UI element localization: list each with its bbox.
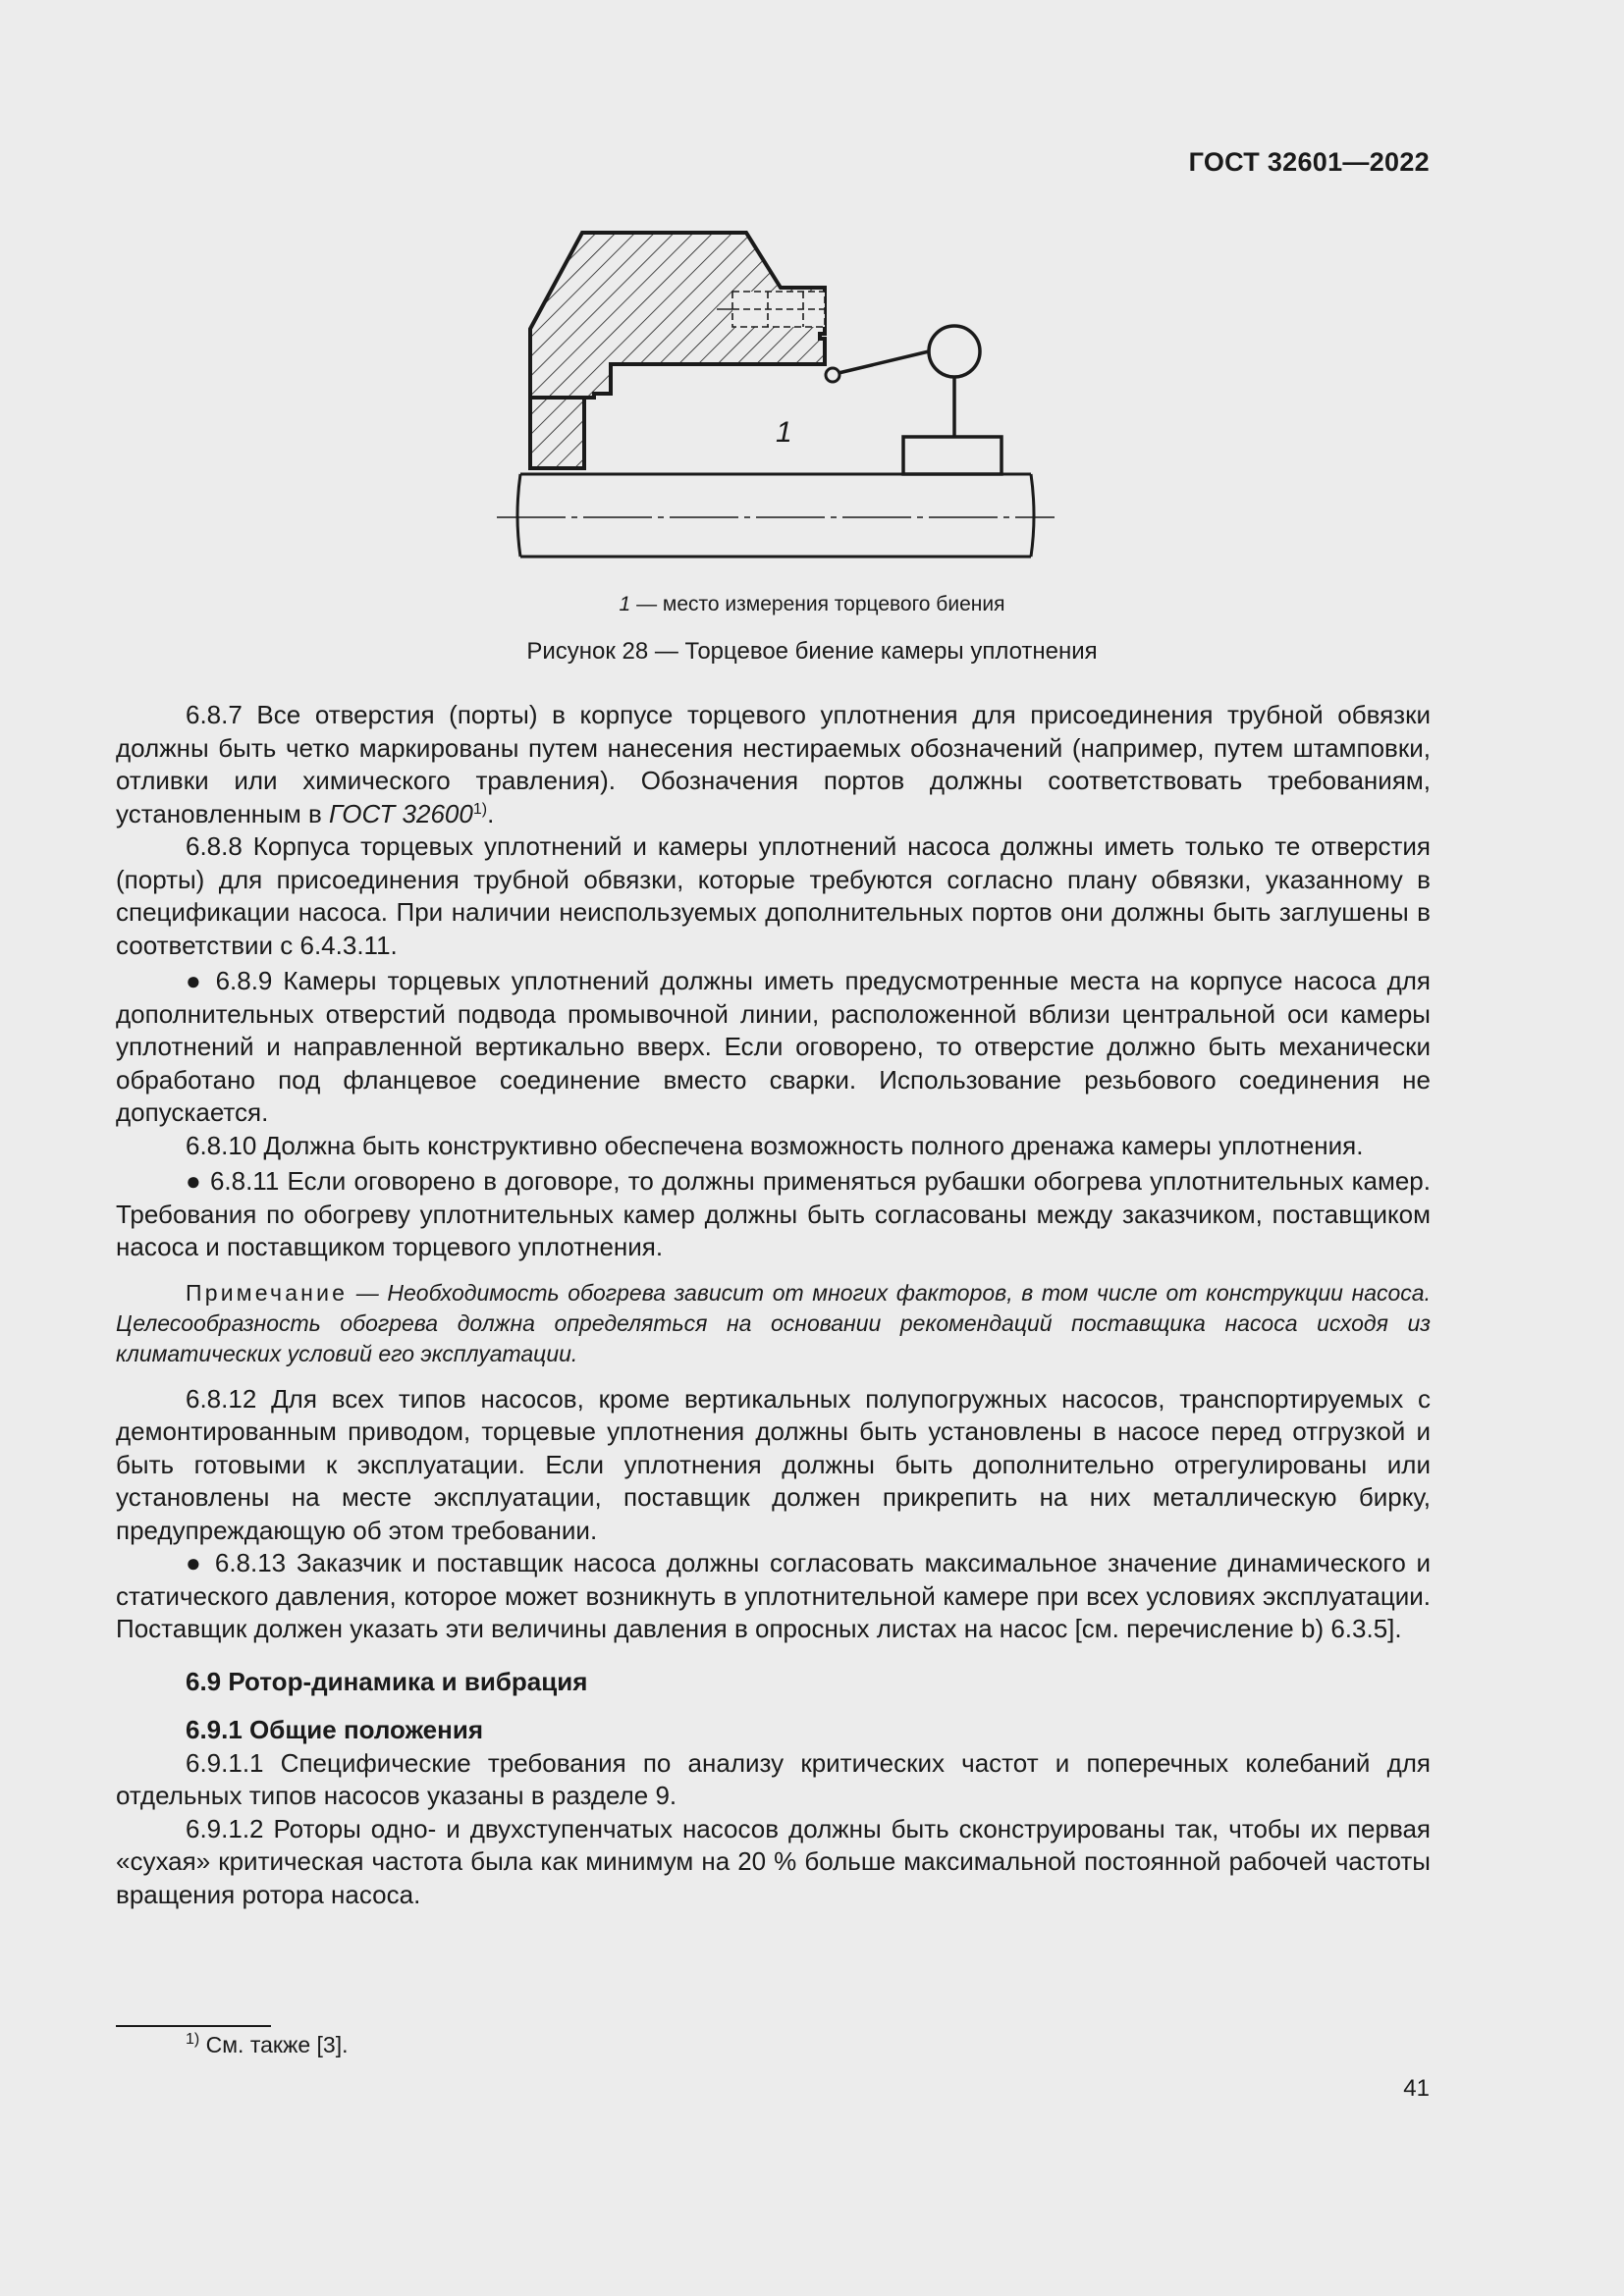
paragraph-6-8-9: ● 6.8.9 Камеры торцевых уплотнений должны иметь предусмотренные места на корпусе насоса для дополнительных отверстий подвода промывочной линии, расположенной вблизи центральной оси камеры уплотнений и направленной вертикально вверх. Если оговорено, то отверстие должно быть механически обработано под фланцевое соединение вместо сварки. Использование резьбового соединения не допускается. — [116, 966, 1431, 1127]
paragraph-6-8-12: 6.8.12 Для всех типов насосов, кроме вертикальных полупогружных насосов, транспортируемых с демонтированным приводом, торцевые уплотнения должны быть установлены в насосе перед отгрузкой и быть готовыми к эксплуатации. Если уплотнения должны быть дополнительно отрегулированы или установлены на месте эксплуатации, поставщик должен прикрепить на них металлическую бирку, предупреждающую об этом требовании. — [116, 1383, 1431, 1545]
bolt-hole — [732, 292, 825, 327]
paragraph-6-9-1-2: 6.9.1.2 Роторы одно- и двухступенчатых насосов должны быть сконструированы так, чтобы их первая «сухая» критическая частота была как минимум на 20 % больше максимальной постоянной рабочей частоты вращения ротора насоса. — [116, 1813, 1431, 1909]
document-code: ГОСТ 32601—2022 — [1188, 147, 1430, 177]
paragraph-6-9-1-1: 6.9.1.1 Специфические требования по анализу критических частот и поперечных колебаний для отдельных типов насосов указаны в разделе 9. — [116, 1747, 1431, 1810]
footnote: $^{1)}$ См. также [3]. — [186, 2031, 349, 2057]
figure-caption: Рисунок 28 — Торцевое биение камеры уплотнения — [526, 638, 1098, 665]
footnote-rule — [116, 2025, 271, 2027]
callout-1: 1 — [776, 416, 792, 449]
paragraph-6-8-11: ● 6.8.11 Если оговорено в договоре, то должны применяться рубашки обогрева уплотнительных камер. Требования по обогреву уплотнительных камер должны быть согласованы между заказчиком, поставщиком насоса и поставщиком торцевого уплотнения. — [116, 1166, 1431, 1261]
section-heading-6-9: 6.9 Ротор-динамика и вибрация — [186, 1666, 588, 1696]
indicator-probe — [839, 351, 929, 373]
face-runout-drawing — [491, 221, 1080, 574]
dial-indicator — [929, 326, 980, 377]
page-number: 41 — [1403, 2075, 1430, 2102]
indicator-base — [903, 437, 1001, 474]
figure-legend: 1 — место измерения торцевого биения — [619, 593, 1005, 615]
paragraph-6-8-8: 6.8.8 Корпуса торцевых уплотнений и камеры уплотнений насоса должны иметь только те отверстия (порты) для присоединения трубной обвязки, которые требуются согласно плану обвязки, указанному в спецификации насоса. При наличии неиспользуемых дополнительных портов они должны быть заглушены в соответствии с 6.4.3.11. — [116, 831, 1431, 960]
shaft — [517, 474, 1034, 557]
paragraph-6-8-13: ● 6.8.13 Заказчик и поставщик насоса должны согласовать максимальное значение динамического и статического давления, которое может возникнуть в уплотнительной камере при всех условиях эксплуатации. Поставщик должен указать эти величины давления в опросных листах на насос [см. перечисление b) 6.3.5]. — [116, 1548, 1431, 1643]
figure-28 — [491, 221, 1080, 574]
seal-insert — [530, 398, 584, 468]
body-text — [116, 699, 1431, 1911]
note: Примечание — Необходимость обогрева зависит от многих факторов, в том числе от конструкции насоса. Целесообразность обогрева должна определяться на основании рекомендаций поставщика насоса исходя из климатических условий его эксплуатации. — [116, 1279, 1431, 1366]
paragraph-6-8-7: 6.8.7 Все отверстия (порты) в корпусе торцевого уплотнения для присоединения трубной обвязки должны быть четко маркированы путем нанесения нестираемых обозначений (например, путем штамповки, отливки или химического травления). Обозначения портов должны соответствовать требованиям, установленным в ГОСТ 32600$^{1)}$. — [116, 700, 1431, 828]
paragraph-6-8-10: 6.8.10 Должна быть конструктивно обеспечена возможность полного дренажа камеры уплотнения. — [186, 1130, 1364, 1160]
subsection-heading-6-9-1: 6.9.1 Общие положения — [186, 1715, 483, 1744]
